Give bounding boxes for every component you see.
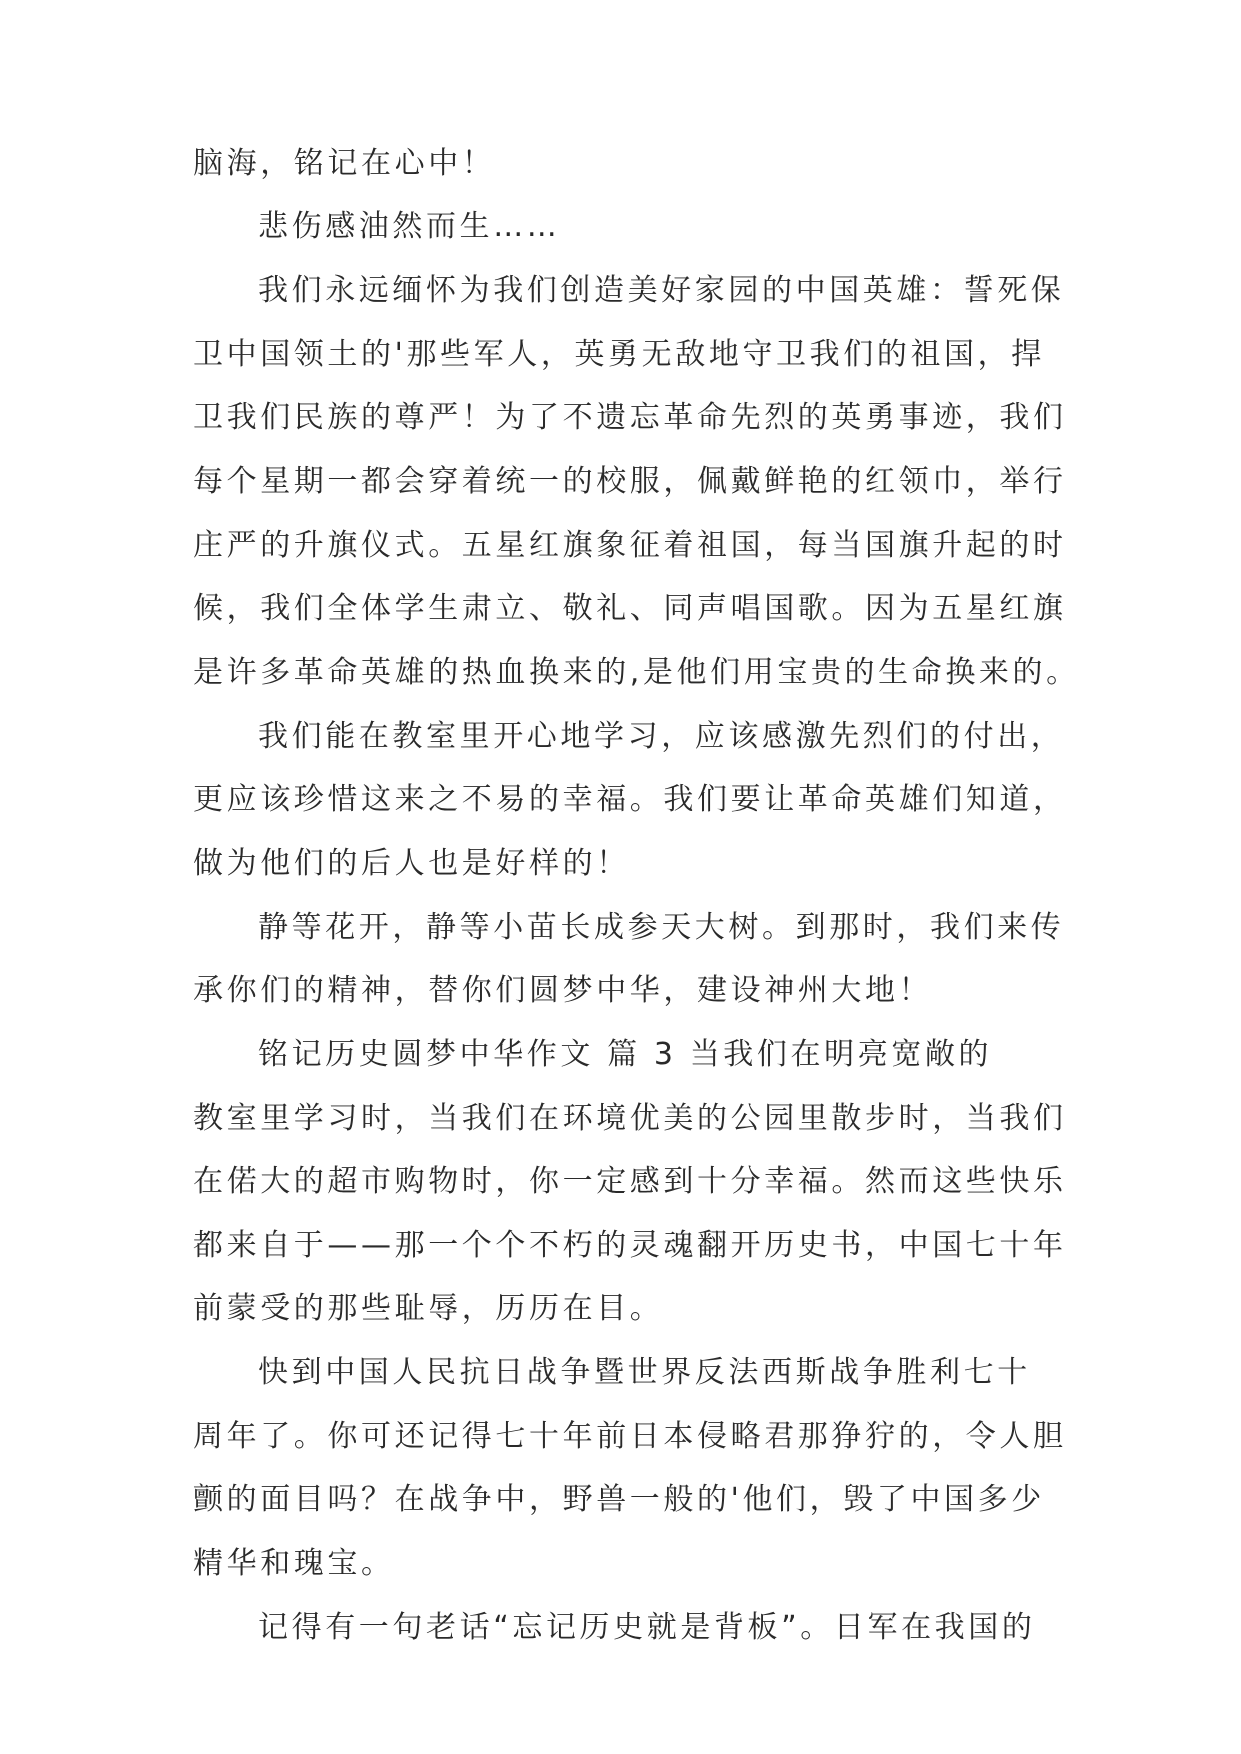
text-line-23: 精华和瑰宝。 [193,1546,395,1581]
text-line-9: 是许多革命英雄的热血换来的,是他们用宝贵的生命换来的。 [193,655,1080,690]
text-line-21: 周年了。你可还记得七十年前日本侵略君那狰狞的，令人胆 [193,1419,1067,1454]
text-line-18: 都来自于——那一个个不朽的灵魂翻开历史书，中国七十年 [193,1228,1067,1263]
text-line-24: 记得有一句老话“忘记历史就是背板”。日军在我国的 [258,1610,1036,1645]
text-line-17: 在偌大的超市购物时，你一定感到十分幸福。然而这些快乐 [193,1164,1067,1199]
text-line-5: 卫我们民族的尊严！为了不遗忘革命先烈的英勇事迹，我们 [193,400,1067,435]
text-line-6: 每个星期一都会穿着统一的校服，佩戴鲜艳的红领巾，举行 [193,464,1067,499]
text-line-11: 更应该珍惜这来之不易的幸福。我们要让革命英雄们知道， [193,782,1067,817]
text-line-7: 庄严的升旗仪式。五星红旗象征着祖国，每当国旗升起的时 [193,528,1067,563]
text-line-22: 颤的面目吗？在战争中，野兽一般的'他们，毁了中国多少 [193,1482,1045,1517]
text-line-3: 我们永远缅怀为我们创造美好家园的中国英雄：誓死保 [258,273,1065,308]
text-line-12: 做为他们的后人也是好样的！ [193,846,630,881]
text-line-13: 静等花开，静等小苗长成参天大树。到那时，我们来传 [258,910,1065,945]
text-line-4: 卫中国领土的'那些军人，英勇无敌地守卫我们的祖国，捍 [193,337,1045,372]
text-line-10: 我们能在教室里开心地学习，应该感激先烈们的付出， [258,719,1065,754]
text-line-15: 铭记历史圆梦中华作文 篇 3 当我们在明亮宽敞的 [258,1037,993,1072]
text-line-20: 快到中国人民抗日战争暨世界反法西斯战争胜利七十 [258,1355,1031,1390]
text-line-16: 教室里学习时，当我们在环境优美的公园里散步时，当我们 [193,1101,1067,1136]
text-line-14: 承你们的精神，替你们圆梦中华，建设神州大地！ [193,973,933,1008]
text-line-2: 悲伤感油然而生…… [258,209,561,244]
text-line-1: 脑海，铭记在心中！ [193,146,496,181]
text-line-19: 前蒙受的那些耻辱，历历在目。 [193,1291,664,1326]
text-line-8: 候，我们全体学生肃立、敬礼、同声唱国歌。因为五星红旗 [193,591,1067,626]
